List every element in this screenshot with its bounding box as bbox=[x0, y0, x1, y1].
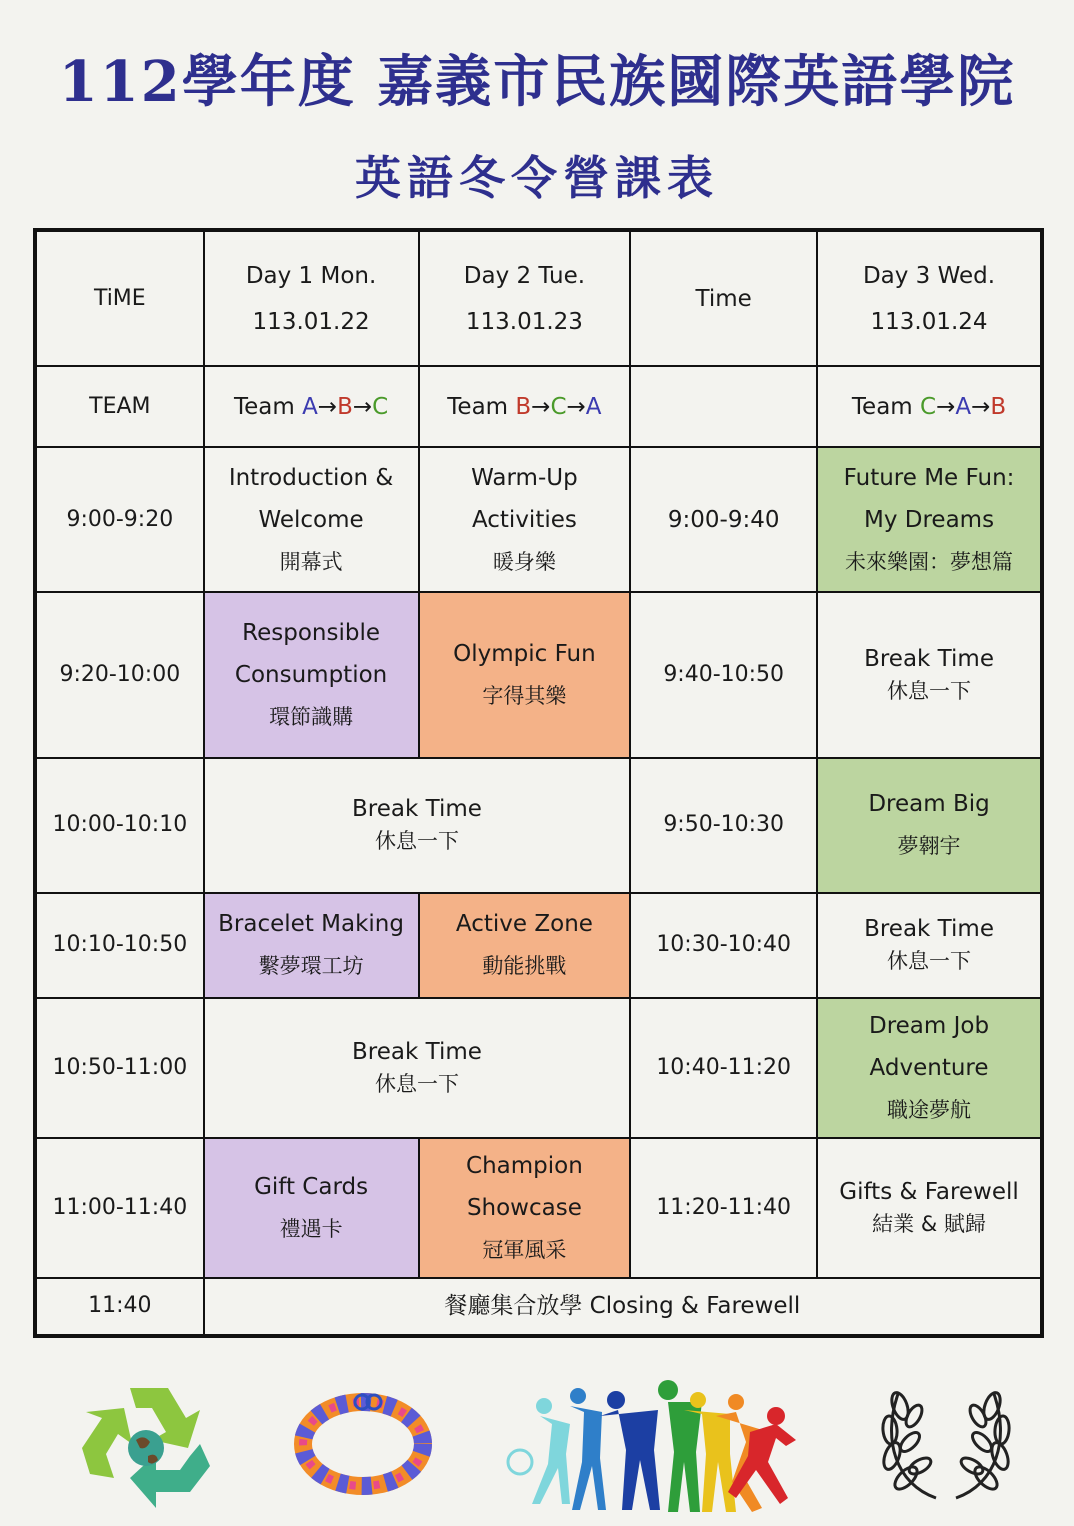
session-chinese: 動能挑戰 bbox=[482, 954, 567, 979]
day1-name: Day 1 Mon. bbox=[245, 262, 377, 289]
session-chinese: 職途夢航 bbox=[887, 1097, 972, 1122]
session-title: Warm-Up bbox=[471, 464, 578, 491]
team-letter: C bbox=[920, 393, 937, 420]
schedule-table bbox=[33, 228, 1044, 1338]
session-break bbox=[204, 998, 631, 1138]
session-title: My Dreams bbox=[864, 506, 995, 533]
time-cell: 9:00-9:20 bbox=[35, 447, 204, 592]
team-arrow: → bbox=[352, 393, 373, 420]
session-introduction bbox=[204, 447, 419, 592]
team-arrow: → bbox=[566, 393, 586, 420]
session-title: Activities bbox=[471, 506, 577, 533]
session-title: Active Zone bbox=[455, 911, 593, 938]
session-title: Gifts & Farewell bbox=[839, 1178, 1019, 1205]
time-cell-day3: 10:40-11:20 bbox=[630, 998, 817, 1138]
session-chinese: 休息一下 bbox=[374, 829, 459, 854]
team-letter: A bbox=[302, 393, 318, 420]
header-day1 bbox=[204, 230, 419, 366]
session-chinese: 環節識購 bbox=[269, 705, 354, 730]
session-break bbox=[817, 893, 1042, 998]
schedule-row-1 bbox=[35, 447, 1042, 592]
session-title: Responsible bbox=[242, 620, 380, 647]
header-time-left: TiME bbox=[35, 230, 204, 366]
time-cell-day3: 10:30-10:40 bbox=[630, 893, 817, 998]
time-cell-day3: 9:40-10:50 bbox=[630, 592, 817, 758]
team-letter: C bbox=[550, 393, 567, 420]
session-chinese: 結業 & 賦歸 bbox=[872, 1211, 986, 1236]
session-chinese: 休息一下 bbox=[887, 679, 972, 704]
session-gifts-farewell bbox=[817, 1138, 1042, 1278]
footer-icons bbox=[0, 1370, 1074, 1520]
session-chinese: 冠軍風采 bbox=[482, 1237, 567, 1262]
laurel-wreath-icon bbox=[876, 1380, 1016, 1510]
team-day3 bbox=[817, 366, 1042, 447]
team-arrow: → bbox=[317, 393, 338, 420]
time-cell-day3: 9:50-10:30 bbox=[630, 758, 817, 892]
session-title: Bracelet Making bbox=[218, 911, 404, 938]
team-letter: A bbox=[585, 393, 602, 420]
day3-date: 113.01.24 bbox=[870, 308, 988, 335]
athletes-silhouette-icon bbox=[500, 1376, 812, 1516]
team-arrow: → bbox=[936, 393, 956, 420]
session-title: Olympic Fun bbox=[453, 641, 596, 668]
time-cell: 9:20-10:00 bbox=[35, 592, 204, 758]
session-title: Champion bbox=[466, 1152, 583, 1179]
session-chinese: 休息一下 bbox=[887, 949, 972, 974]
session-title: Future Me Fun: bbox=[843, 464, 1015, 491]
session-dream-job bbox=[817, 998, 1042, 1138]
session-chinese: 休息一下 bbox=[374, 1071, 459, 1096]
team-day1 bbox=[204, 366, 419, 447]
session-dream-big bbox=[817, 758, 1042, 892]
closing-farewell: 餐廳集合放學 Closing & Farewell bbox=[204, 1278, 1042, 1336]
session-warm-up bbox=[419, 447, 631, 592]
team-word: Team bbox=[233, 393, 295, 420]
team-day2 bbox=[419, 366, 631, 447]
team-arrow: → bbox=[971, 393, 991, 420]
header-time-right: Time bbox=[630, 230, 817, 366]
schedule-row-6 bbox=[35, 1138, 1042, 1278]
team-letter: B bbox=[990, 393, 1007, 420]
session-chinese: 開幕式 bbox=[279, 549, 343, 574]
session-chinese: 字得其樂 bbox=[482, 684, 567, 709]
time-cell: 11:40 bbox=[35, 1278, 204, 1336]
session-title: Dream Big bbox=[868, 791, 990, 818]
session-responsible-consumption bbox=[204, 592, 419, 758]
schedule-row-3 bbox=[35, 758, 1042, 892]
session-chinese: 未來樂園：夢想篇 bbox=[845, 549, 1014, 574]
session-title: Showcase bbox=[466, 1194, 582, 1221]
team-empty bbox=[630, 366, 817, 447]
time-cell: 10:00-10:10 bbox=[35, 758, 204, 892]
session-title: Consumption bbox=[234, 662, 388, 689]
team-word: Team bbox=[851, 393, 913, 420]
day1-date: 113.01.22 bbox=[252, 308, 370, 335]
team-letter: A bbox=[955, 393, 972, 420]
session-title: Welcome bbox=[258, 506, 364, 533]
team-letter: B bbox=[337, 393, 353, 420]
session-title: Break Time bbox=[864, 916, 994, 943]
schedule-row-closing bbox=[35, 1278, 1042, 1336]
day2-date: 113.01.23 bbox=[465, 308, 583, 335]
session-champion-showcase bbox=[419, 1138, 631, 1278]
time-cell-day3: 9:00-9:40 bbox=[630, 447, 817, 592]
session-title: Break Time bbox=[352, 1038, 482, 1065]
page-subtitle: 英語冬令營課表 bbox=[355, 151, 719, 205]
team-arrow: → bbox=[531, 393, 551, 420]
session-active-zone bbox=[419, 893, 631, 998]
session-future-me bbox=[817, 447, 1042, 592]
session-title: Gift Cards bbox=[254, 1173, 369, 1200]
team-word: Team bbox=[447, 393, 509, 420]
session-break bbox=[204, 758, 631, 892]
session-title: Break Time bbox=[864, 646, 994, 673]
session-title: Introduction & bbox=[228, 464, 394, 491]
time-cell: 10:50-11:00 bbox=[35, 998, 204, 1138]
day2-name: Day 2 Tue. bbox=[463, 262, 586, 289]
header-row bbox=[35, 230, 1042, 366]
recycle-globe-icon bbox=[80, 1382, 212, 1510]
schedule-row-5 bbox=[35, 998, 1042, 1138]
header-day2 bbox=[419, 230, 631, 366]
team-letter: B bbox=[515, 393, 532, 420]
session-bracelet-making bbox=[204, 893, 419, 998]
time-cell: 10:10-10:50 bbox=[35, 893, 204, 998]
time-cell-day3: 11:20-11:40 bbox=[630, 1138, 817, 1278]
team-letter: C bbox=[372, 393, 389, 420]
rainbow-loom-bracelet-icon bbox=[290, 1388, 436, 1500]
header-day3 bbox=[817, 230, 1042, 366]
schedule-row-4 bbox=[35, 893, 1042, 998]
session-break bbox=[817, 592, 1042, 758]
session-chinese: 夢翱宇 bbox=[897, 834, 961, 859]
team-row bbox=[35, 366, 1042, 447]
session-title: Adventure bbox=[869, 1054, 989, 1081]
session-chinese: 禮遇卡 bbox=[279, 1216, 343, 1241]
team-label: TEAM bbox=[35, 366, 204, 447]
session-gift-cards bbox=[204, 1138, 419, 1278]
day3-name: Day 3 Wed. bbox=[862, 262, 996, 289]
session-chinese: 暖身樂 bbox=[492, 549, 556, 574]
schedule-row-2 bbox=[35, 592, 1042, 758]
session-title: Break Time bbox=[352, 796, 482, 823]
page-title: 112學年度 嘉義市民族國際英語學院 bbox=[58, 49, 1016, 115]
time-cell: 11:00-11:40 bbox=[35, 1138, 204, 1278]
session-title: Dream Job bbox=[868, 1012, 990, 1039]
session-chinese: 繫夢環工坊 bbox=[258, 954, 364, 979]
session-olympic-fun bbox=[419, 592, 631, 758]
